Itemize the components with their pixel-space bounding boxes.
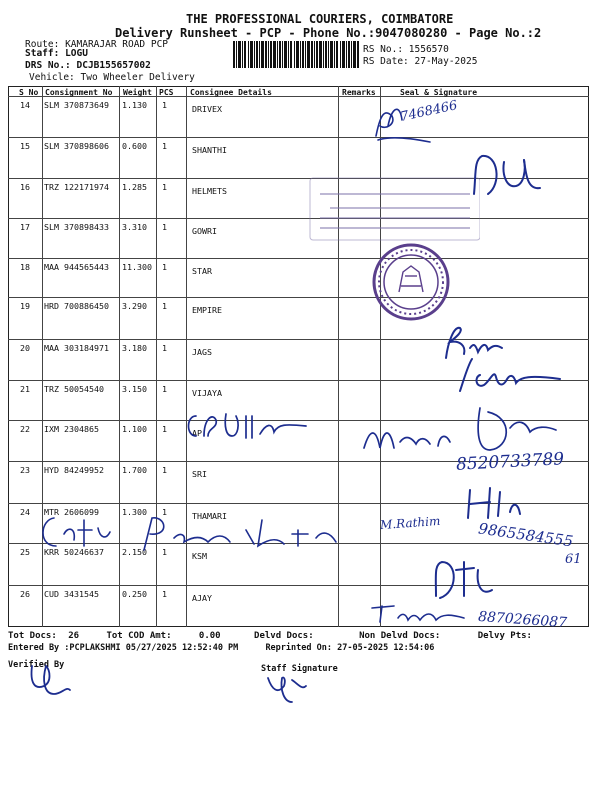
staff-signature-label: Staff Signature [261,664,338,674]
cell-consignee: HELMETS [192,186,227,196]
cell-consignment: HYD 84249952 [44,465,104,475]
circular-seal-icon [371,242,451,322]
row-divider [8,218,589,219]
row-divider [8,258,589,259]
cell-consignee: KSM [192,551,207,561]
col-header-consignment: Consignment No [45,88,113,97]
col-header-remarks: Remarks [342,88,376,97]
drs-value: DCJB155657002 [76,60,151,71]
rs-date-line [363,56,477,67]
cell-pcs: 1 [162,141,167,151]
signature-row-15 [468,150,548,200]
staff-signature [262,672,312,706]
entered-line [8,643,434,653]
reprinted-value: 27-05-2025 12:54:06 [337,643,435,653]
handwritten-note: 7468466 [399,98,459,125]
cell-weight: 0.250 [122,589,147,599]
col-header-seal-signature: Seal & Signature [400,88,478,97]
rs-no-label: RS No.: [363,44,404,55]
cell-consignee: SRI [192,469,207,479]
cell-consignment: SLM 370873649 [44,100,109,110]
cell-weight: 3.290 [122,301,147,311]
col-header-sno: S No [19,88,39,97]
cell-sno: 22 [20,424,30,434]
cell-sno: 17 [20,222,30,232]
cell-weight: 3.180 [122,343,147,353]
rs-date-label: RS Date: [363,56,409,67]
signature-row-24-consignee [34,510,344,554]
cell-consignment: TRZ 122171974 [44,182,109,192]
handwritten-phone-3: 8870266087 [477,608,568,632]
cell-pcs: 1 [162,465,167,475]
tot-docs-value: 26 [68,631,80,641]
reprinted-label: Reprinted On: [265,643,332,653]
cell-sno: 23 [20,465,30,475]
cell-consignment: MAA 944565443 [44,262,109,272]
entered-by-label: Entered By : [8,643,70,653]
cell-consignee: AP [192,428,202,438]
cell-pcs: 1 [162,424,167,434]
row-divider [8,585,589,586]
drs-line [25,60,151,71]
cell-pcs: 1 [162,547,167,557]
cell-consignee: EMPIRE [192,305,222,315]
cell-pcs: 1 [162,507,167,517]
cell-sno: 16 [20,182,30,192]
cell-consignee: VIJAYA [192,388,222,398]
cell-sno: 14 [20,100,30,110]
col-header-consignee: Consignee Details [190,88,272,97]
vehicle-line [29,72,195,83]
cell-consignee: DRIVEX [192,104,222,114]
non-delvd-docs-label: Non Delvd Docs: [359,631,441,641]
cell-sno: 26 [20,589,30,599]
rs-date-value: 27-May-2025 [414,56,478,67]
cell-weight: 1.100 [122,424,147,434]
cell-consignment: SLM 370898433 [44,222,109,232]
cell-sno: 19 [20,301,30,311]
signature-row-26 [368,600,468,626]
drs-label: DRS No.: [25,60,71,71]
delvd-docs-label: Delvd Docs: [254,631,314,641]
signature-row-25 [428,556,498,602]
signature-row-20 [450,355,570,395]
tot-cod-label: Tot COD Amt: [106,631,172,641]
vehicle-label: Vehicle: [29,72,75,83]
staff-line [25,48,88,59]
col-header-weight: Weight [123,88,152,97]
cell-sno: 18 [20,262,30,272]
handwritten-phone-1: 8520733789 [455,449,565,475]
staff-label: Staff: [25,48,60,59]
runsheet-title: Delivery Runsheet - PCP - Phone No.:9047080280 - Page No.:2 [115,26,542,40]
cell-pcs: 1 [162,222,167,232]
cell-consignee: AJAY [192,593,212,603]
vehicle-value: Two Wheeler Delivery [80,72,195,83]
handwritten-phone-2: 9865584555 [477,519,575,551]
cell-sno: 25 [20,547,30,557]
signature-row-22 [182,406,312,442]
delvy-pts-label: Delvy Pts: [477,631,532,641]
barcode [233,41,359,68]
cell-pcs: 1 [162,182,167,192]
handwritten-name: M.Rathim [379,513,441,533]
cell-sno: 15 [20,141,30,151]
cell-pcs: 1 [162,589,167,599]
cell-weight: 0.600 [122,141,147,151]
cell-consignee: JAGS [192,347,212,357]
cell-consignment: MTR 2606099 [44,507,99,517]
verified-by-label: Verified By [8,660,65,670]
cell-sno: 24 [20,507,30,517]
cell-consignment: SLM 370898606 [44,141,109,151]
entered-by-value: PCPLAKSHMI 05/27/2025 12:52:40 PM [69,643,239,653]
cell-weight: 3.150 [122,384,147,394]
rs-no-value: 1556570 [408,44,449,55]
cell-consignment: IXM 2304865 [44,424,99,434]
company-name: THE PROFESSIONAL COURIERS, COIMBATORE [186,12,454,26]
handwritten-mark: 61 [565,552,582,567]
staff-value: LOGU [65,48,88,59]
cell-consignee: THAMARI [192,511,227,521]
cell-pcs: 1 [162,384,167,394]
company-stamp-icon [308,176,480,242]
col-divider [380,86,381,627]
cell-weight: 2.150 [122,547,147,557]
cell-sno: 21 [20,384,30,394]
cell-pcs: 1 [162,262,167,272]
row-divider [8,297,589,298]
totals-line [8,631,532,641]
verifier-signature [26,660,76,700]
cell-consignment: CUD 3431545 [44,589,99,599]
row-divider [8,137,589,138]
cell-consignee: GOWRI [192,226,217,236]
cell-weight: 11.300 [122,262,152,272]
cell-consignment: HRD 700886450 [44,301,109,311]
cell-sno: 20 [20,343,30,353]
route-label: Route: [25,39,60,50]
cell-consignment: TRZ 50054540 [44,384,104,394]
cell-pcs: 1 [162,301,167,311]
cell-consignee: STAR [192,266,212,276]
cell-consignment: KRR 50246637 [44,547,104,557]
cell-weight: 1.285 [122,182,147,192]
cell-weight: 1.700 [122,465,147,475]
signature-row-24 [460,484,530,522]
cell-consignee: SHANTHI [192,145,227,155]
cell-weight: 3.310 [122,222,147,232]
tot-docs-label: Tot Docs: [8,631,57,641]
cell-weight: 1.130 [122,100,147,110]
rs-no-line [363,44,449,55]
cell-pcs: 1 [162,100,167,110]
cell-consignment: MAA 303184971 [44,343,109,353]
cell-pcs: 1 [162,343,167,353]
cell-weight: 1.300 [122,507,147,517]
col-header-pcs: PCS [159,88,174,97]
tot-cod-value: 0.00 [198,631,221,641]
route-value: KAMARAJAR ROAD PCP [65,39,169,50]
